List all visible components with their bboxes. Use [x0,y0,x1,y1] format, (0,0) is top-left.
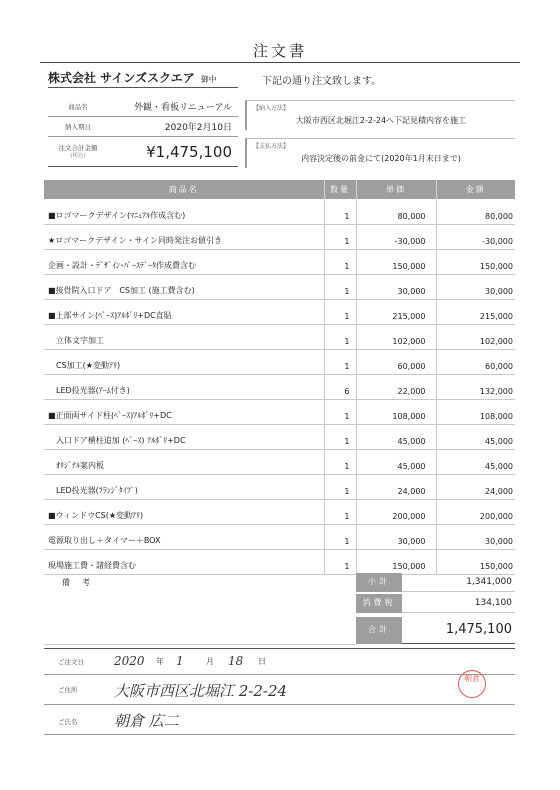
order-address-label: ご住所 [58,686,78,694]
amount-cell: 24,000 [436,474,515,499]
table-row [44,499,515,524]
items-body [44,199,515,574]
title-rule [40,62,520,63]
unit-price-cell: 30,000 [356,524,436,549]
table-row [44,474,515,499]
unit-price-cell: 30,000 [356,274,436,299]
unit-price-cell: 215,000 [356,299,436,324]
header-item-name: 商品名 [44,180,324,199]
grand-total-label: 合計 [356,617,402,644]
item-name-cell: ■ロゴマークデザイン(ﾏﾆｭｱﾙ作成含む) [44,199,324,224]
order-date-year-unit: 年 [156,657,164,666]
quantity-cell: 1 [324,349,356,374]
header-unit-price: 単価 [356,180,436,199]
payment-method-label: 【支払方法】 [253,143,290,150]
delivery-method-label: 【納入方法】 [253,105,290,112]
order-date-label: ご注文日 [58,658,84,666]
item-name-cell: ■ウィンドウCS(★変動ｱﾘ) [44,499,324,524]
quantity-cell: 1 [324,274,356,299]
item-name-cell: 電源取り出し＋タイマー＋BOX [44,524,324,549]
seal-stamp [458,670,486,698]
subtotal-row [356,573,515,592]
delivery-method-text: 大阪市西区北堀江2-2-24へ下記見積内容を施工 [295,116,467,125]
total-amount-value: ¥1,475,100 [146,142,232,161]
client-name [48,68,238,88]
items-table [44,180,515,575]
amount-cell: 80,000 [436,199,515,224]
payment-method-box [245,138,515,168]
amount-cell: 60,000 [436,349,515,374]
items-header-row [44,180,515,199]
header-amount: 金額 [436,180,515,199]
unit-price-cell: 150,000 [356,249,436,274]
amount-cell: 150,000 [436,249,515,274]
unit-price-cell: -30,000 [356,224,436,249]
total-amount-row [48,137,238,167]
subtotal-label: 小計 [356,573,402,592]
info-left-panel [48,97,238,167]
order-date-day: 18 [228,654,244,668]
order-section [44,648,515,738]
tax-label: 消費税 [356,594,402,613]
unit-price-cell: 200,000 [356,499,436,524]
quantity-cell: 1 [324,549,356,574]
order-name-value: 朝倉 広二 [114,712,179,730]
seal-stamp-text: 朝倉 [464,674,480,683]
item-name-cell: LED投光器(ﾌﾗﾝｼﾞﾀｲﾌﾟ) [44,474,324,499]
unit-price-cell: 150,000 [356,549,436,574]
table-row [44,199,515,224]
delivery-date-label: 納入期日 [65,122,91,131]
quantity-cell: 1 [324,299,356,324]
table-row [44,374,515,399]
item-name-cell: ■上部サイン(ﾍﾞｰｽ)ｱﾙﾎﾞﾘ+DC直貼 [44,299,324,324]
client-honorific: 御中 [200,75,217,84]
item-name-cell: ■正面両サイド柱(ﾍﾞｰｽ)ｱﾙﾎﾞﾘ+DC [44,399,324,424]
subject-row [48,97,238,117]
remarks-area [44,573,356,645]
quantity-cell: 1 [324,399,356,424]
unit-price-cell: 45,000 [356,424,436,449]
order-name-row [44,705,515,735]
amount-cell: 30,000 [436,274,515,299]
item-name-cell: 立体文字加工 [44,324,324,349]
delivery-method-box [245,100,515,130]
quantity-cell: 1 [324,424,356,449]
item-name-cell: ｵﾘｼﾞﾅﾙ案内板 [44,449,324,474]
item-name-cell: 企画・設計・ﾃﾞｻﾞｲﾝ･ﾊﾟｰｽﾃﾞｰﾀ作成費含む [44,249,324,274]
quantity-cell: 1 [324,324,356,349]
total-amount-label [48,144,108,160]
subject-label: 商品名 [68,102,88,111]
table-row [44,249,515,274]
table-row [44,449,515,474]
item-name-cell: 入口ドア横柱追加 (ﾍﾞｰｽ) ｱﾙﾎﾞﾘ+DC [44,424,324,449]
grand-total-row [356,617,515,644]
delivery-date-row [48,117,238,137]
item-name-cell: ■接骨院入口ドア CS加工 (施工費含む) [44,274,324,299]
quantity-cell: 1 [324,524,356,549]
table-row [44,324,515,349]
grand-total-value: 1,475,100 [402,617,515,644]
greeting-text: 下記の通り注文致します。 [262,76,382,87]
order-date-row [44,649,515,675]
order-date-year: 2020 [114,654,145,668]
table-row [44,424,515,449]
amount-cell: 200,000 [436,499,515,524]
table-row [44,549,515,574]
order-address-value: 大阪市西区北堀江 2-2-24 [114,682,288,700]
table-row [44,299,515,324]
item-name-cell: LED投光器(ｱｰﾑ付き) [44,374,324,399]
amount-cell: 30,000 [436,524,515,549]
payment-method-text: 内容決定後の前金にて(2020年1月末日まで) [301,154,461,163]
quantity-cell: 1 [324,449,356,474]
total-amount-label-main: 注文合計金額 [58,143,98,152]
amount-cell: 132,000 [436,374,515,399]
order-date-day-unit: 日 [258,657,266,666]
table-row [44,524,515,549]
order-name-label: ご氏名 [58,718,78,726]
unit-price-cell: 22,000 [356,374,436,399]
document-title: 注文書 [252,42,307,60]
amount-cell: 45,000 [436,449,515,474]
amount-cell: 150,000 [436,549,515,574]
info-right-panel [245,100,515,176]
unit-price-cell: 102,000 [356,324,436,349]
subtotal-value: 1,341,000 [402,573,515,592]
amount-cell: 45,000 [436,424,515,449]
tax-row [356,594,515,613]
table-row [44,399,515,424]
quantity-cell: 6 [324,374,356,399]
unit-price-cell: 60,000 [356,349,436,374]
order-date-month-unit: 月 [206,657,214,666]
amount-cell: 108,000 [436,399,515,424]
item-name-cell: 現場施工費・諸経費含む [44,549,324,574]
order-address-row [44,675,515,705]
item-name-cell: ★ロゴマークデザイン・サイン同時発注お値引き [44,224,324,249]
quantity-cell: 1 [324,199,356,224]
quantity-cell: 1 [324,474,356,499]
quantity-cell: 1 [324,224,356,249]
amount-cell: 215,000 [436,299,515,324]
table-row [44,224,515,249]
quantity-cell: 1 [324,249,356,274]
total-amount-label-sub: (税込) [70,152,86,159]
unit-price-cell: 24,000 [356,474,436,499]
subject-value: 外観・看板リニューアル [133,103,232,113]
amount-cell: 102,000 [436,324,515,349]
quantity-cell: 1 [324,499,356,524]
unit-price-cell: 80,000 [356,199,436,224]
amount-cell: -30,000 [436,224,515,249]
tax-value: 134,100 [402,594,515,613]
order-date-month: 1 [176,654,184,668]
header-quantity: 数量 [324,180,356,199]
remarks-label: 備考 [62,578,102,587]
summary-section [44,573,515,645]
delivery-date-value: 2020年2月10日 [164,123,232,133]
table-row [44,274,515,299]
unit-price-cell: 108,000 [356,399,436,424]
table-row [44,349,515,374]
item-name-cell: CS加工(★変動ｱﾘ) [44,349,324,374]
unit-price-cell: 45,000 [356,449,436,474]
client-company: 株式会社 サインズスクエア [48,71,195,85]
